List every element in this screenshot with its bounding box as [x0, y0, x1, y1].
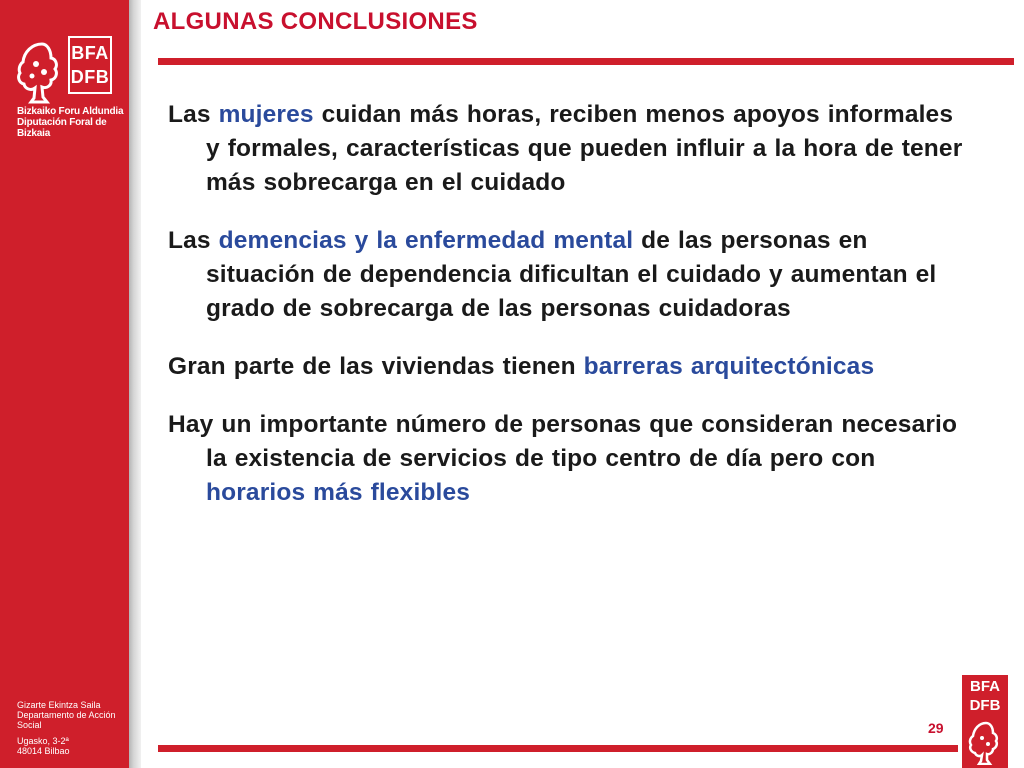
logo-line-1: BFA	[71, 43, 109, 63]
bullet-text: de las personas en situación de dependencia dificultan el cuidado y aumentan el grado de sobrecarga de las personas cuidadoras	[206, 227, 937, 322]
logo-small-line-1: BFA	[970, 678, 1000, 695]
bullet-highlight: mujeres	[218, 101, 314, 128]
bullet-text: Las	[168, 227, 219, 254]
conclusion-bullet	[168, 224, 968, 326]
organization-name	[17, 106, 129, 139]
logo-line-2: DFB	[70, 67, 110, 87]
conclusion-bullet	[168, 98, 968, 200]
bfa-logo	[14, 36, 118, 116]
bullet-text: Hay un importante número de personas que consideran necesario la existencia de servicios de tipo centro de día pero con	[168, 411, 958, 472]
oak-tree-emblem-icon	[14, 38, 66, 104]
title-divider	[158, 58, 1014, 65]
address-city: 48014 Bilbao	[17, 746, 70, 756]
page-number: 29	[928, 720, 944, 736]
sidebar	[0, 0, 129, 768]
bullet-text: Las	[168, 101, 219, 128]
logo-small-line-2: DFB	[969, 697, 1001, 714]
bullet-highlight: horarios más flexibles	[206, 479, 471, 506]
bfa-dfb-wordmark	[68, 36, 112, 94]
bullet-text: cuidan más horas, reciben menos apoyos informales y formales, características que pueden influir a la hora de tener más sobrecarga en el cuidado	[206, 101, 963, 196]
bfa-dfb-wordmark-small	[962, 677, 1008, 715]
department-basque: Gizarte Ekintza Saila	[17, 700, 101, 710]
bullet-highlight: barreras arquitectónicas	[583, 353, 875, 380]
oak-tree-emblem-small-icon	[966, 719, 1004, 765]
bullet-highlight: demencias y la enfermedad mental	[218, 227, 634, 254]
bfa-logo-small	[962, 675, 1008, 768]
address-street: Ugasko, 3-2ª	[17, 736, 69, 746]
slide-title: ALGUNAS CONCLUSIONES	[153, 8, 478, 35]
conclusion-bullet	[168, 350, 968, 384]
org-name-basque: Bizkaiko Foru Aldundia	[17, 106, 124, 117]
footer-divider	[158, 745, 958, 752]
org-name-spanish: Diputación Foral de Bizkaia	[17, 117, 107, 139]
slide-content	[168, 98, 968, 534]
bullet-text: Gran parte de las viviendas tienen	[168, 353, 584, 380]
department-spanish: Departamento de Acción Social	[17, 710, 116, 730]
sidebar-shadow-edge	[129, 0, 141, 768]
department-info	[17, 700, 129, 756]
conclusion-bullet	[168, 408, 968, 510]
